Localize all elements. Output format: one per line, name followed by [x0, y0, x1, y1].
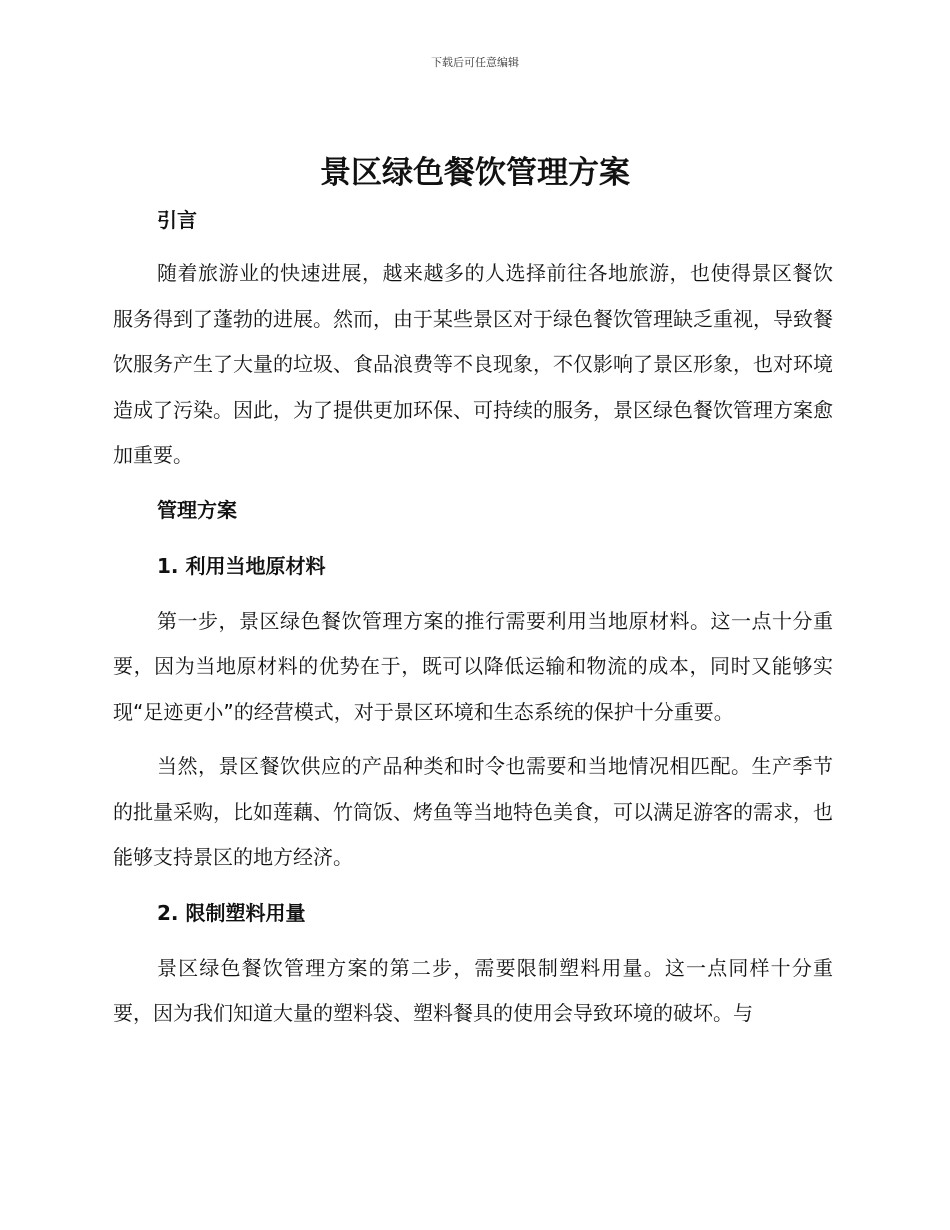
- section1-heading: 1. 利用当地原材料: [157, 553, 326, 578]
- page-title: 景区绿色餐饮管理方案: [320, 155, 630, 191]
- section2-paragraph-1: 景区绿色餐饮管理方案的第二步，需要限制塑料用量。这一点同样十分重要，因为我们知道大量的塑料袋、塑料餐具的使用会导致环境的破坏。与: [113, 955, 833, 1025]
- document-body: [113, 198, 833, 1037]
- intro-heading: 引言: [157, 208, 197, 232]
- section1-paragraph-1: 第一步，景区绿色餐饮管理方案的推行需要利用当地原材料。这一点十分重要，因为当地原材料的优势在于，既可以降低运输和物流的成本，同时又能够实现“足迹更小”的经营模式，对于景区环境和生态系统的保护十分重要。: [113, 608, 833, 724]
- intro-paragraph: 随着旅游业的快速进展，越来越多的人选择前往各地旅游，也使得景区餐饮服务得到了蓬勃的进展。然而，由于某些景区对于绿色餐饮管理缺乏重视，导致餐饮服务产生了大量的垃圾、食品浪费等不良现象，不仅影响了景区形象，也对环境造成了污染。因此，为了提供更加环保、可持续的服务，景区绿色餐饮管理方案愈加重要。: [113, 261, 833, 467]
- section1-paragraph-2: 当然，景区餐饮供应的产品种类和时令也需要和当地情况相匹配。生产季节的批量采购，比如莲藕、竹筒饭、烤鱼等当地特色美食，可以满足游客的需求，也能够支持景区的地方经济。: [113, 754, 833, 869]
- header-note: 下载后可任意编辑: [431, 56, 519, 69]
- section2-heading: 2. 限制塑料用量: [157, 900, 306, 925]
- management-heading: 管理方案: [157, 497, 237, 522]
